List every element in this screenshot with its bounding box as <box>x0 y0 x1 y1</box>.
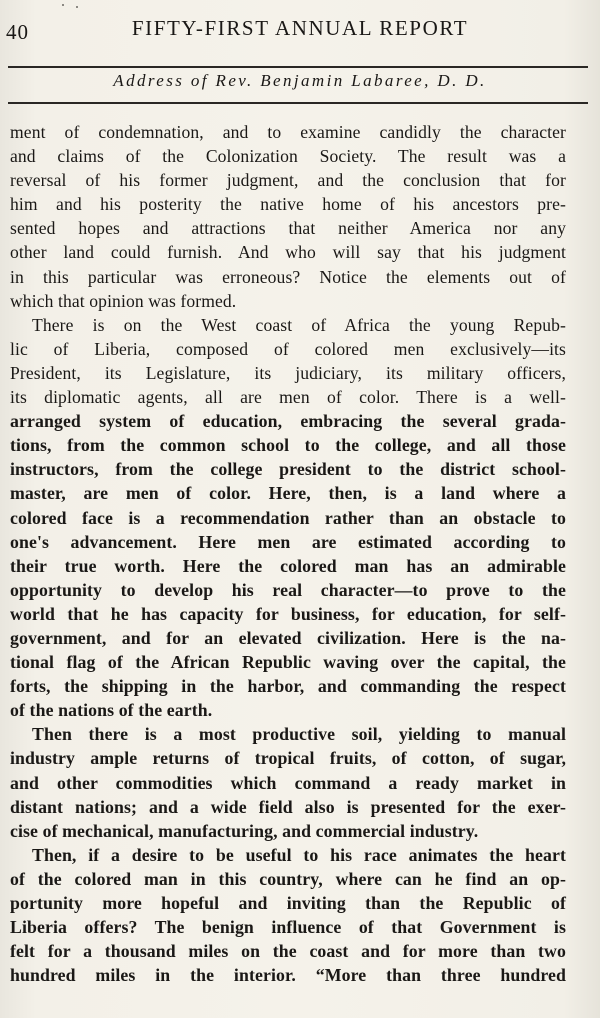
text-line: lic of Liberia, composed of colored men exclusively—its <box>10 338 566 359</box>
text-line: cise of mechanical, manufacturing, and commercial industry. <box>10 820 479 841</box>
page-number: 40 <box>6 20 29 44</box>
paragraph <box>10 120 566 313</box>
paragraph <box>10 722 566 842</box>
header-rule-top <box>8 66 588 68</box>
header-rule-bottom <box>8 102 588 104</box>
text-line: instructors, from the college president to the district school- <box>10 459 566 480</box>
text-line: hundred miles in the interior. “More than three hundred <box>10 965 566 986</box>
text-line: government, and for an elevated civilization. Here is the na- <box>10 627 566 648</box>
text-line: and claims of the Colonization Society. The result was a <box>10 146 566 167</box>
text-line: and other commodities which command a ready market in <box>10 772 566 793</box>
text-line: forts, the shipping in the harbor, and commanding the respect <box>10 676 566 697</box>
text-line: There is on the West coast of Africa the young Repub- <box>32 314 566 335</box>
running-title: FIFTY-FIRST ANNUAL REPORT <box>131 16 469 40</box>
text-line: opportunity to develop his real character—to prove to the <box>10 579 566 600</box>
text-line: which that opinion was formed. <box>10 290 237 311</box>
text-line: other land could furnish. And who will say that his judgment <box>10 242 566 263</box>
paragraph <box>10 843 566 988</box>
text-line: one's advancement. Here men are estimated according to <box>10 531 566 552</box>
text-line: distant nations; and a wide field also is presented for the exer- <box>10 796 566 817</box>
text-line: master, are men of color. Here, then, is a land where a <box>10 483 566 504</box>
text-line: their true worth. Here the colored man has an admirable <box>10 555 566 576</box>
address-subtitle: Address of Rev. Benjamin Labaree, D. D. <box>113 71 487 90</box>
paragraph <box>10 313 566 723</box>
text-line: its diplomatic agents, all are men of color. There is a well- <box>10 387 566 408</box>
text-line: of the nations of the earth. <box>10 700 213 721</box>
text-line: tional flag of the African Republic waving over the capital, the <box>10 652 566 673</box>
text-line: world that he has capacity for business, for education, for self- <box>10 603 566 624</box>
text-line: President, its Legislature, its judiciary, its military officers, <box>10 362 566 383</box>
text-line: reversal of his former judgment, and the conclusion that for <box>10 170 566 191</box>
text-line: ment of condemnation, and to examine candidly the character <box>10 122 566 142</box>
text-line: tions, from the common school to the college, and all those <box>10 435 566 456</box>
text-line: colored face is a recommendation rather than an obstacle to <box>10 507 566 528</box>
print-speck <box>62 4 64 6</box>
text-line: Then there is a most productive soil, yielding to manual <box>32 724 566 745</box>
text-line: in this particular was erroneous? Notice the elements out of <box>10 266 566 287</box>
print-speck <box>76 6 78 8</box>
text-line: sented hopes and attractions that neither America nor any <box>10 218 566 239</box>
text-line: felt for a thousand miles on the coast and for more than two <box>10 941 566 962</box>
text-line: portunity more hopeful and inviting than the Republic of <box>10 893 566 913</box>
text-line: of the colored man in this country, where can he find an op- <box>10 868 566 889</box>
text-line: Liberia offers? The benign influence of that Government is <box>10 917 566 938</box>
text-line: arranged system of education, embracing the several grada- <box>10 411 566 432</box>
text-line: industry ample returns of tropical fruits, of cotton, of sugar, <box>10 748 566 769</box>
body-text <box>10 120 566 987</box>
text-line: Then, if a desire to be useful to his race animates the heart <box>32 844 566 865</box>
text-line: him and his posterity the native home of his ancestors pre- <box>10 194 566 215</box>
